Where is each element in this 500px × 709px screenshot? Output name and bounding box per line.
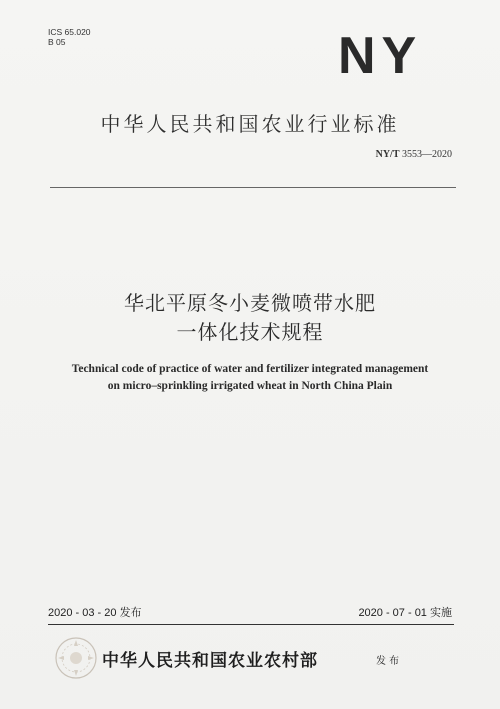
ccs-code: B 05 xyxy=(48,37,66,47)
english-title-line-2: on micro–sprinkling irrigated wheat in North China Plain xyxy=(107,380,393,392)
standard-number-prefix: NY/T xyxy=(375,149,400,160)
bottom-divider xyxy=(48,624,454,625)
ics-code: ICS 65.020 xyxy=(48,27,91,37)
standard-number-value: 3553—2020 xyxy=(402,149,452,160)
issue-date-value: 2020 - 03 - 20 xyxy=(48,607,117,619)
chinese-title-line-2: 一体化技术规程 xyxy=(176,320,324,344)
chinese-title-line-1: 华北平原冬小麦微喷带水肥 xyxy=(124,291,376,315)
publish-label: 发布 xyxy=(376,656,402,667)
implementation-date-label: 实施 xyxy=(430,607,452,619)
standard-category-title: 中华人民共和国农业行业标准 xyxy=(100,112,400,136)
issue-date-label: 发布 xyxy=(119,607,142,619)
implementation-date xyxy=(358,604,452,620)
publisher-name: 中华人民共和国农业农村部 xyxy=(102,651,318,671)
issue-date xyxy=(48,604,142,620)
classification-codes xyxy=(48,27,91,47)
standard-number xyxy=(376,149,452,160)
ny-standard-logo: NY xyxy=(338,27,423,85)
implementation-date-value: 2020 - 07 - 01 xyxy=(358,607,427,619)
seal-emblem-icon xyxy=(54,636,98,680)
english-title-line-1: Technical code of practice of water and fertilizer integrated management xyxy=(71,363,429,375)
top-divider xyxy=(50,187,456,188)
